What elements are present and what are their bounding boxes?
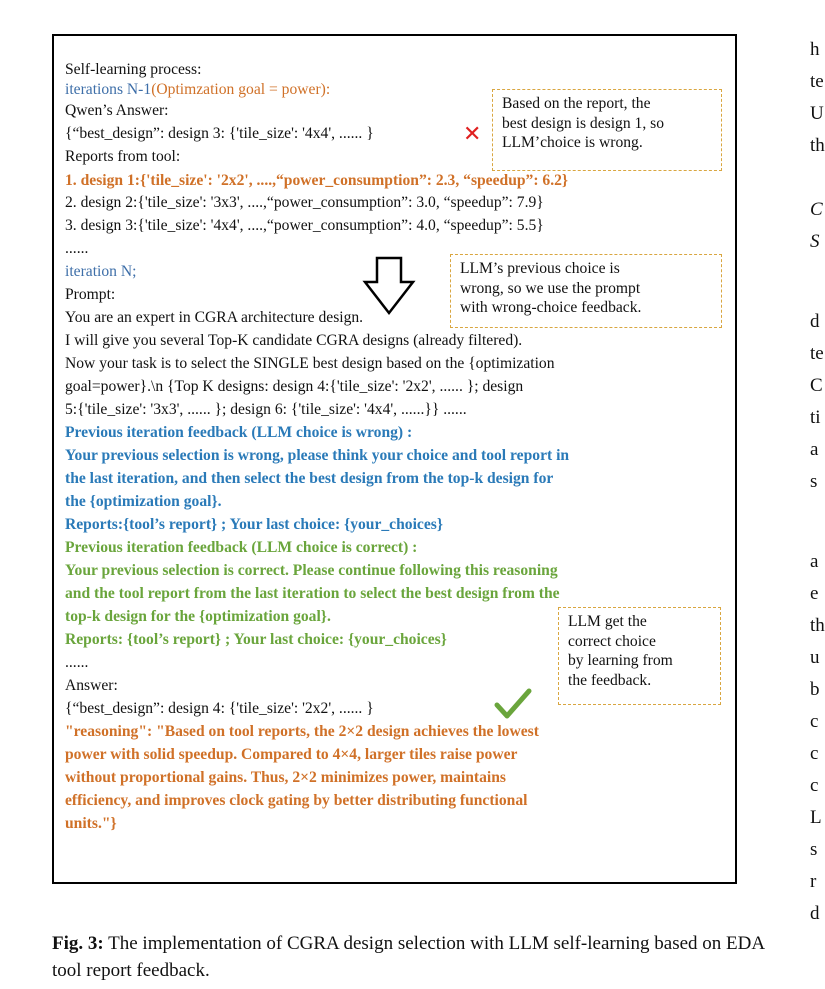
down-arrow-icon [362,256,416,316]
correct-choice-check-icon [494,688,532,720]
callout-line: with wrong-choice feedback. [460,299,642,316]
feedback-correct-heading: Previous iteration feedback (LLM choice is correct) : [65,539,418,556]
report-line-best: 1. design 1:{'tile_size': '2x2', ....,“power_consumption”: 2.3, “speedup”: 6.2} [65,172,569,189]
callout-line: LLM’s previous choice is [460,260,620,277]
reasoning-line: efficiency, and improves clock gating by better distributing functional [65,792,528,809]
figure-line: ...... [65,654,89,671]
caption-text: The implementation of CGRA design selection with LLM self-learning based on EDA tool report feedback. [52,933,765,981]
callout-line: best design is design 1, so [502,114,664,132]
figure-line: {“best_design”: design 3: {'tile_size': '4x4', ...... } [65,125,374,142]
callout-wrong-choice [492,89,722,171]
side-fragment: ti [810,407,821,428]
callout-correct-choice [558,607,721,705]
reasoning-line: power with solid speedup. Compared to 4×4, larger tiles raise power [65,746,518,763]
side-fragment: C [810,375,823,396]
optimization-goal: (Optimzation goal = power): [151,81,331,98]
prompt-line: Now your task is to select the SINGLE best design based on the {optimization [65,355,555,372]
callout-line: the feedback. [568,671,652,689]
iteration-label: iteration N; [65,263,137,280]
report-line: 2. design 2:{'tile_size': '3x3', ....,“power_consumption”: 3.0, “speedup”: 7.9} [65,194,544,211]
wrong-choice-cross-icon: ✕ [463,122,482,147]
side-fragment: C [810,199,823,220]
iteration-label: iterations N-1 [65,81,152,98]
figure-line [65,80,330,99]
side-fragment: s [810,839,818,860]
side-fragment: d [810,903,820,924]
feedback-wrong-reports: Reports:{tool’s report} ; Your last choice: {your_choices} [65,516,443,533]
callout-wrong-feedback [450,254,722,328]
side-fragment: te [810,343,824,364]
prompt-line: goal=power}.\n {Top K designs: design 4:{'tile_size': '2x2', ...... }; design [65,378,524,395]
feedback-correct-line: and the tool report from the last iteration to select the best design from the [65,585,560,602]
side-fragment: d [810,311,820,332]
figure-line: Prompt: [65,286,116,303]
side-fragment: th [810,135,825,156]
reasoning-line: units."} [65,815,117,832]
side-fragment: h [810,39,820,60]
callout-line: Based on the report, the [502,95,651,112]
prompt-line: I will give you several Top-K candidate CGRA designs (already filtered). [65,332,523,349]
figure-line: ...... [65,240,89,257]
feedback-correct-line: Your previous selection is correct. Please continue following this reasoning [65,562,558,579]
side-fragment: u [810,647,820,668]
reasoning-line: "reasoning": "Based on tool reports, the 2×2 design achieves the lowest [65,723,539,740]
caption-label: Fig. 3: [52,933,104,954]
side-fragment: a [810,551,819,572]
side-fragment: th [810,615,825,636]
reasoning-line: without proportional gains. Thus, 2×2 minimizes power, maintains [65,769,506,786]
report-line: 3. design 3:{'tile_size': '4x4', ....,“power_consumption”: 4.0, “speedup”: 5.5} [65,217,544,234]
side-fragment: c [810,775,819,796]
callout-line: by learning from [568,652,673,669]
feedback-wrong-heading: Previous iteration feedback (LLM choice is wrong) : [65,424,413,441]
side-fragment: c [810,711,819,732]
figure-caption [52,930,772,984]
side-fragment: e [810,583,819,604]
figure-line: Qwen’s Answer: [65,102,169,119]
feedback-correct-line: top-k design for the {optimization goal}. [65,608,331,625]
side-fragment: S [810,231,820,252]
feedback-wrong-line: the {optimization goal}. [65,493,222,510]
prompt-line: You are an expert in CGRA architecture design. [65,309,364,326]
side-fragment: L [810,807,822,828]
callout-line: wrong, so we use the prompt [460,279,641,297]
callout-line: correct choice [568,632,656,650]
side-fragment: r [810,871,817,892]
prompt-line: 5:{'tile_size': '3x3', ...... }; design 6: {'tile_size': '4x4', ......}} ...... [65,401,467,418]
figure-line: Self-learning process: [65,61,202,78]
side-fragment: U [810,103,824,124]
side-fragment: c [810,743,819,764]
answer-line: {“best_design”: design 4: {'tile_size': '2x2', ...... } [65,700,374,717]
figure-line: Reports from tool: [65,148,181,165]
side-fragment: a [810,439,819,460]
feedback-correct-reports: Reports: {tool’s report} ; Your last choice: {your_choices} [65,631,447,648]
side-fragment: te [810,71,824,92]
feedback-wrong-line: the last iteration, and then select the best design from the top-k design for [65,470,554,487]
side-fragment: s [810,471,818,492]
side-fragment: b [810,679,820,700]
callout-line: LLM get the [568,613,647,630]
feedback-wrong-line: Your previous selection is wrong, please think your choice and tool report in [65,447,570,464]
callout-line: LLM’choice is wrong. [502,134,643,151]
figure-line: Answer: [65,677,118,694]
